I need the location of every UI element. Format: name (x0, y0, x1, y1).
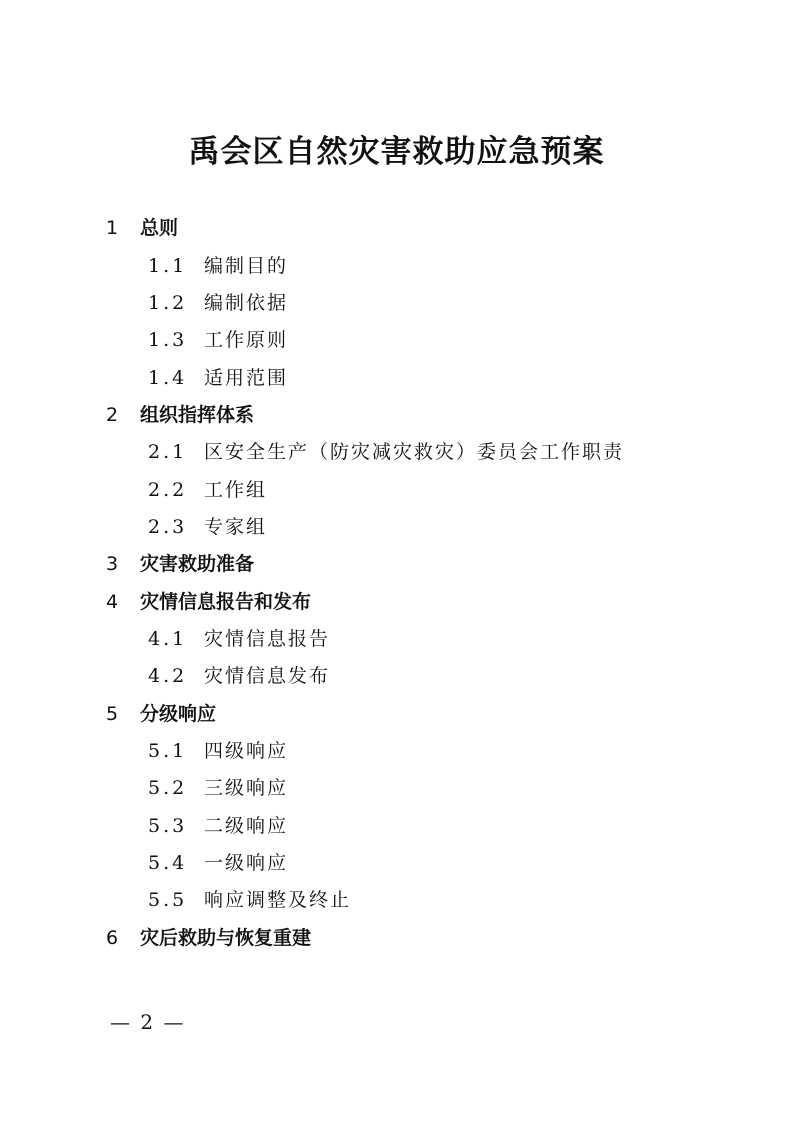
toc-number: 3 (106, 553, 119, 575)
toc-number: 1 (106, 217, 119, 239)
toc-heading: 工作组 (204, 479, 268, 501)
toc-subsection-5-4 (148, 848, 288, 878)
toc-section-2 (106, 400, 254, 430)
toc-number: 4.2 (148, 665, 188, 687)
toc-number: 6 (106, 927, 119, 949)
toc-section-5 (106, 699, 216, 729)
toc-number: 5 (106, 703, 119, 725)
toc-heading: 组织指挥体系 (140, 404, 255, 426)
toc-subsection-5-3 (148, 811, 288, 841)
toc-heading: 响应调整及终止 (204, 889, 352, 911)
toc-heading: 适用范围 (204, 367, 289, 389)
toc-section-6 (106, 923, 311, 953)
toc-heading: 分级响应 (140, 703, 217, 725)
toc-number: 5.1 (148, 740, 188, 762)
toc-number: 4 (106, 591, 119, 613)
toc-subsection-5-1 (148, 736, 288, 766)
toc-subsection-2-1 (148, 437, 624, 467)
toc-number: 1.2 (148, 292, 188, 314)
toc-number: 1.1 (148, 255, 188, 277)
toc-section-3 (106, 549, 254, 579)
toc-number: 5.3 (148, 815, 188, 837)
toc-subsection-2-2 (148, 475, 267, 505)
toc-number: 5.2 (148, 777, 188, 799)
page-title: 禹会区自然灾害救助应急预案 (188, 134, 605, 170)
toc-heading: 二级响应 (204, 815, 289, 837)
toc-number: 1.4 (148, 367, 188, 389)
toc-heading: 灾情信息报告和发布 (140, 591, 312, 613)
toc-number: 5.4 (148, 852, 188, 874)
toc-subsection-5-2 (148, 773, 288, 803)
toc-number: 5.5 (148, 889, 188, 911)
toc-heading: 总则 (140, 217, 179, 239)
toc-number: 4.1 (148, 628, 188, 650)
toc-heading: 编制依据 (204, 292, 289, 314)
toc-subsection-5-5 (148, 885, 351, 915)
toc-heading: 灾情信息报告 (204, 628, 331, 650)
toc-subsection-1-3 (148, 325, 288, 355)
page-number: — 2 — (110, 1010, 186, 1034)
toc-number: 2.2 (148, 479, 188, 501)
toc-heading: 灾害救助准备 (140, 553, 255, 575)
toc-heading: 工作原则 (204, 329, 289, 351)
toc-heading: 编制目的 (204, 255, 289, 277)
toc-subsection-1-2 (148, 288, 288, 318)
toc-number: 2.3 (148, 516, 188, 538)
toc-subsection-2-3 (148, 512, 267, 542)
toc-heading: 专家组 (204, 516, 268, 538)
toc-subsection-1-4 (148, 363, 288, 393)
toc-heading: 四级响应 (204, 740, 289, 762)
toc-number: 2.1 (148, 441, 188, 463)
toc-section-4 (106, 587, 311, 617)
toc-subsection-4-2 (148, 661, 330, 691)
toc-subsection-1-1 (148, 251, 288, 281)
toc-heading: 区安全生产（防灾减灾救灾）委员会工作职责 (204, 441, 625, 463)
toc-number: 2 (106, 404, 119, 426)
toc-heading: 灾后救助与恢复重建 (140, 927, 312, 949)
toc-number: 1.3 (148, 329, 188, 351)
toc-subsection-4-1 (148, 624, 330, 654)
toc-heading: 三级响应 (204, 777, 289, 799)
toc-section-1 (106, 213, 178, 243)
toc-heading: 灾情信息发布 (204, 665, 331, 687)
toc-heading: 一级响应 (204, 852, 289, 874)
